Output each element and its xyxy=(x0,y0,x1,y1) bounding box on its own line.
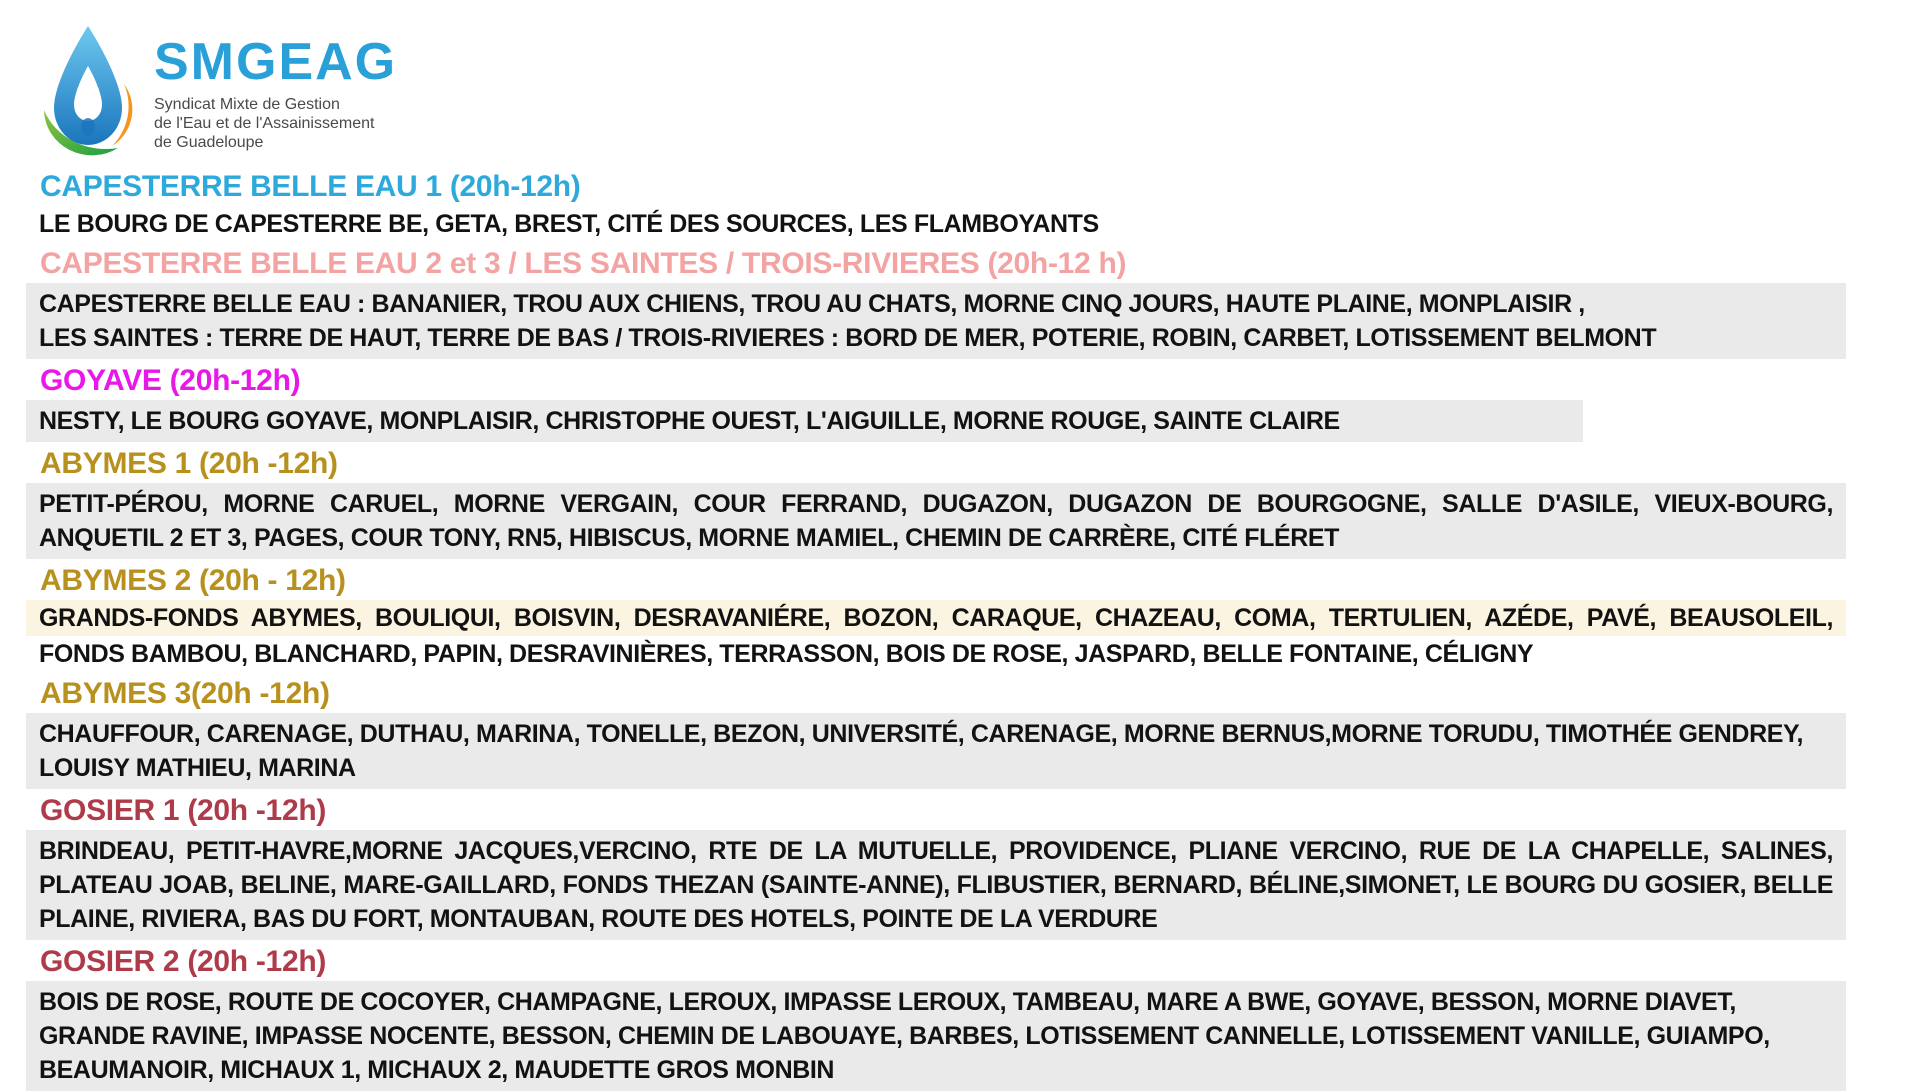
section-title-capesterre-belle-eau-2-3-les-saintes-trois-rivieres: CAPESTERRE BELLE EAU 2 et 3 / LES SAINTES / TROIS-RIVIERES (20h-12 h) xyxy=(40,247,1127,280)
list-line: CAPESTERRE BELLE EAU : BANANIER, TROU AUX CHIENS, TROU AU CHATS, MORNE CINQ JOURS, HAUTE PLAINE, MONPLAISIR , xyxy=(39,290,1585,318)
logo-text-block xyxy=(154,22,397,152)
section-title-gosier-2: GOSIER 2 (20h -12h) xyxy=(40,945,327,978)
section-list-capesterre-belle-eau-2-3-les-saintes-trois-rivieres xyxy=(26,283,1846,359)
list-line: FONDS BAMBOU, BLANCHARD, PAPIN, DESRAVINIÈRES, TERRASSON, BOIS DE ROSE, JASPARD, BELLE FONTAINE, CÉLIGNY xyxy=(39,640,1534,668)
tagline-line-2: de l'Eau et de l'Assainissement xyxy=(154,115,375,132)
list-line: LES SAINTES : TERRE DE HAUT, TERRE DE BAS / TROIS-RIVIERES : BORD DE MER, POTERIE, ROBIN, CARBET, LOTISSEMENT BELMONT xyxy=(39,324,1657,352)
section-goyave xyxy=(26,364,1920,442)
section-gosier-2 xyxy=(26,945,1920,1091)
section-title-abymes-2: ABYMES 2 (20h - 12h) xyxy=(40,564,346,597)
tagline-line-3: de Guadeloupe xyxy=(154,134,264,151)
tagline-line-1: Syndicat Mixte de Gestion xyxy=(154,96,340,113)
section-list-abymes-3 xyxy=(26,713,1846,789)
section-title-abymes-1: ABYMES 1 (20h -12h) xyxy=(40,447,338,480)
logo-tagline xyxy=(154,95,397,152)
section-abymes-3 xyxy=(26,677,1920,789)
section-capesterre-belle-eau-1 xyxy=(26,170,1920,242)
section-list-abymes-2 xyxy=(26,600,1846,672)
list-line: NESTY, LE BOURG GOYAVE, MONPLAISIR, CHRISTOPHE OUEST, L'AIGUILLE, MORNE ROUGE, SAINTE CLAIRE xyxy=(39,407,1340,435)
list-line: LE BOURG DE CAPESTERRE BE, GETA, BREST, CITÉ DES SOURCES, LES FLAMBOYANTS xyxy=(39,210,1099,238)
section-title-capesterre-belle-eau-1: CAPESTERRE BELLE EAU 1 (20h-12h) xyxy=(40,170,581,203)
section-capesterre-belle-eau-2-3-les-saintes-trois-rivieres xyxy=(26,247,1920,359)
smgeag-logo xyxy=(36,22,1920,160)
list-line: CHAUFFOUR, CARENAGE, DUTHAU, MARINA, TONELLE, BEZON, UNIVERSITÉ, CARENAGE, MORNE BERNUS,MORNE TORUDU, TIMOTHÉE GENDREY, LOUISY MATHIEU, MARINA xyxy=(39,720,1804,782)
section-title-gosier-1: GOSIER 1 (20h -12h) xyxy=(40,794,327,827)
section-abymes-2 xyxy=(26,564,1920,672)
section-list-capesterre-belle-eau-1 xyxy=(26,206,1846,242)
schedule-sections xyxy=(26,170,1920,1091)
section-list-gosier-1 xyxy=(26,830,1846,940)
section-gosier-1 xyxy=(26,794,1920,940)
section-list-goyave xyxy=(26,400,1583,442)
section-title-goyave: GOYAVE (20h-12h) xyxy=(40,364,301,397)
list-line: BRINDEAU, PETIT-HAVRE,MORNE JACQUES,VERCINO, RTE DE LA MUTUELLE, PROVIDENCE, PLIANE VERCINO, RUE DE LA CHAPELLE, SALINES, PLATEAU JOAB, BELINE, MARE-GAILLARD, FONDS THEZAN (SAINTE-ANNE), FLIBUSTIER, BERNARD, BÉLINE,SIMONET, LE BOURG DU GOSIER, BELLE PLAINE, RIVIERA, BAS DU FORT, MONTAUBAN, ROUTE DES HOTELS, POINTE DE LA VERDURE xyxy=(39,837,1833,933)
section-list-gosier-2 xyxy=(26,981,1846,1091)
list-line: GRANDS-FONDS ABYMES, BOULIQUI, BOISVIN, DESRAVANIÉRE, BOZON, CARAQUE, CHAZEAU, COMA, TERTULIEN, AZÉDE, PAVÉ, BEAUSOLEIL, xyxy=(26,600,1846,636)
section-abymes-1 xyxy=(26,447,1920,559)
water-drop-logo-icon xyxy=(36,22,140,160)
section-list-abymes-1 xyxy=(26,483,1846,559)
list-line: PETIT-PÉROU, MORNE CARUEL, MORNE VERGAIN, COUR FERRAND, DUGAZON, DUGAZON DE BOURGOGNE, SALLE D'ASILE, VIEUX-BOURG, ANQUETIL 2 ET 3, PAGES, COUR TONY, RN5, HIBISCUS, MORNE MAMIEL, CHEMIN DE CARRÈRE, CITÉ FLÉRET xyxy=(39,490,1833,552)
section-title-abymes-3: ABYMES 3(20h -12h) xyxy=(40,677,330,710)
brand-name: SMGEAG xyxy=(154,33,398,91)
list-line: BOIS DE ROSE, ROUTE DE COCOYER, CHAMPAGNE, LEROUX, IMPASSE LEROUX, TAMBEAU, MARE A BWE, GOYAVE, BESSON, MORNE DIAVET, GRANDE RAVINE, IMPASSE NOCENTE, BESSON, CHEMIN DE LABOUAYE, BARBES, LOTISSEMENT CANNELLE, LOTISSEMENT VANILLE, GUIAMPO, BEAUMANOIR, MICHAUX 1, MICHAUX 2, MAUDETTE GROS MONBIN xyxy=(39,988,1770,1084)
